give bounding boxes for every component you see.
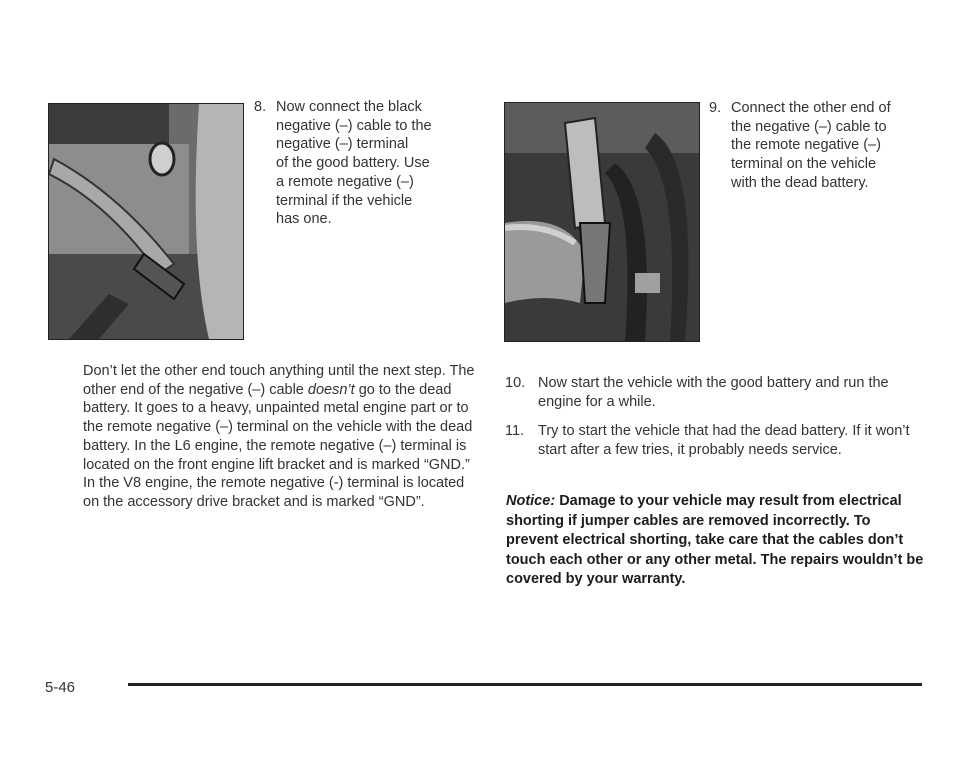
step-11-text: Try to start the vehicle that had the dead battery. If it won’t start after a few tries, it probably needs service. bbox=[538, 423, 910, 458]
notice-label: Notice: bbox=[506, 493, 556, 509]
paragraph-text-end: go to the dead battery. It goes to a heavy, unpainted metal engine part or to the remote negative (–) terminal on the vehicle with the dead battery. In the L6 engine, the remote negative (–) terminal is located on the front engine lift bracket and is marked “GND.” In the V8 engine, the remote negative (-) terminal is located on the accessory drive bracket and is marked “GND”. bbox=[83, 381, 473, 510]
notice-block bbox=[506, 492, 926, 590]
notice-text: Damage to your vehicle may result from electrical shorting if jumper cables are removed incorrectly. To prevent electrical shorting, take care that the cables don’t touch each other or any other metal. The repairs wouldn’t be covered by your warranty. bbox=[506, 493, 924, 587]
step-11-number: 11. bbox=[505, 423, 525, 439]
remote-terminal-paragraph bbox=[83, 362, 478, 512]
step-9-number: 9. bbox=[709, 100, 722, 116]
remote-terminal-illustration bbox=[505, 103, 699, 341]
step-10-text: Now start the vehicle with the good battery and run the engine for a while. bbox=[538, 375, 889, 410]
battery-clamp-illustration bbox=[49, 104, 243, 339]
step-9-text: Connect the other end of the negative (–) cable to the remote negative (–) terminal on the vehicle with the dead battery. bbox=[731, 100, 891, 191]
paragraph-emphasis: doesn’t bbox=[307, 381, 355, 398]
paragraph-text-start: Don’t let the other end touch anything until the next step. The other end of the negative (–) cable bbox=[83, 363, 475, 398]
step-8-text: Now connect the black negative (–) cable to the negative (–) terminal of the good battery. Use a remote negative (–) terminal if the vehicle has one. bbox=[276, 99, 432, 228]
step-8-number: 8. bbox=[254, 99, 267, 115]
page-number: 5-46 bbox=[45, 679, 76, 696]
step-10-number: 10. bbox=[505, 375, 526, 391]
battery-clamp-photo bbox=[48, 103, 244, 340]
footer-divider bbox=[128, 683, 922, 686]
remote-terminal-photo bbox=[504, 102, 700, 342]
